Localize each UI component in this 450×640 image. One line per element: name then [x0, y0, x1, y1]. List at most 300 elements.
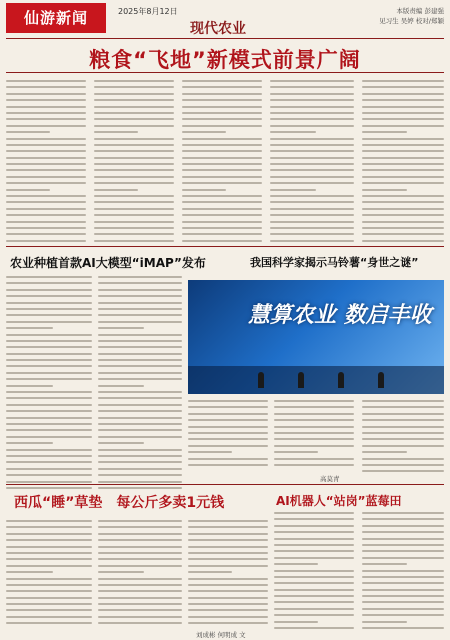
text-line	[6, 391, 92, 393]
text-line	[182, 157, 262, 159]
text-line	[362, 614, 444, 616]
news-photo	[188, 280, 444, 394]
text-line	[6, 227, 86, 229]
text-line	[274, 621, 318, 623]
text-line	[6, 118, 86, 120]
editor-credits	[379, 6, 444, 26]
text-line	[94, 86, 174, 88]
text-line	[188, 526, 268, 528]
text-line	[188, 464, 268, 466]
text-line	[94, 227, 174, 229]
text-line	[6, 603, 92, 605]
text-line	[6, 189, 50, 191]
text-line	[98, 346, 182, 348]
text-line	[270, 233, 354, 235]
text-line	[362, 214, 444, 216]
text-line	[98, 327, 144, 329]
text-line	[6, 346, 92, 348]
text-line	[270, 182, 354, 184]
text-line	[362, 189, 407, 191]
text-line	[98, 571, 144, 573]
text-line	[98, 468, 182, 470]
text-line	[94, 106, 174, 108]
text-line	[6, 397, 92, 399]
text-line	[98, 481, 182, 483]
text-line	[362, 80, 444, 82]
text-line	[362, 240, 444, 242]
text-line	[94, 189, 138, 191]
text-line	[274, 544, 354, 546]
text-line	[6, 240, 86, 242]
article-body-column	[362, 400, 444, 477]
text-line	[182, 112, 262, 114]
text-line	[6, 429, 92, 431]
text-line	[362, 413, 444, 415]
text-line	[182, 195, 262, 197]
text-line	[274, 608, 354, 610]
text-line	[94, 195, 174, 197]
text-line	[274, 595, 354, 597]
text-line	[182, 201, 262, 203]
text-line	[270, 227, 354, 229]
text-line	[98, 609, 182, 611]
text-line	[362, 627, 444, 629]
text-line	[98, 410, 182, 412]
text-line	[362, 432, 444, 434]
text-line	[182, 208, 262, 210]
text-line	[98, 461, 182, 463]
text-line	[94, 240, 174, 242]
text-line	[6, 353, 92, 355]
text-line	[270, 214, 354, 216]
article-title: 我国科学家揭示马铃薯“身世之谜”	[250, 256, 419, 269]
text-line	[6, 436, 92, 438]
article-body-column	[362, 512, 444, 633]
text-line	[188, 578, 268, 580]
text-line	[188, 565, 268, 567]
text-line	[6, 112, 86, 114]
text-line	[274, 582, 354, 584]
photo-person	[258, 372, 264, 388]
text-line	[270, 144, 354, 146]
text-line	[6, 378, 92, 380]
text-line	[94, 118, 174, 120]
text-line	[274, 445, 354, 447]
text-line	[362, 93, 444, 95]
text-line	[98, 372, 182, 374]
text-line	[274, 458, 354, 460]
text-line	[182, 189, 226, 191]
text-line	[6, 157, 86, 159]
text-line	[6, 474, 92, 476]
text-line	[188, 445, 268, 447]
text-line	[98, 302, 182, 304]
text-line	[362, 621, 407, 623]
text-line	[98, 590, 182, 592]
newspaper-masthead: 仙游新闻	[6, 3, 106, 33]
text-line	[98, 276, 182, 278]
article-body-column	[188, 400, 268, 470]
text-line	[98, 385, 144, 387]
text-line	[6, 314, 92, 316]
text-line	[98, 365, 182, 367]
text-line	[98, 487, 182, 489]
text-line	[362, 601, 444, 603]
text-line	[98, 289, 182, 291]
text-line	[274, 589, 354, 591]
text-line	[98, 308, 182, 310]
text-line	[6, 372, 92, 374]
text-line	[98, 334, 182, 336]
text-line	[6, 487, 92, 489]
text-line	[362, 426, 444, 428]
text-line	[6, 546, 92, 548]
text-line	[6, 214, 86, 216]
text-line	[274, 576, 354, 578]
text-line	[188, 539, 268, 541]
text-line	[94, 93, 174, 95]
article-body-column	[274, 400, 354, 470]
text-line	[188, 432, 268, 434]
text-line	[6, 622, 92, 624]
text-line	[6, 404, 92, 406]
text-line	[94, 208, 174, 210]
text-line	[6, 558, 92, 560]
text-line	[362, 406, 444, 408]
text-line	[188, 603, 268, 605]
text-line	[94, 99, 174, 101]
text-line	[362, 150, 444, 152]
text-line	[274, 426, 354, 428]
text-line	[98, 533, 182, 535]
text-line	[270, 195, 354, 197]
text-line	[188, 451, 232, 453]
text-line	[274, 550, 354, 552]
text-line	[182, 138, 262, 140]
text-line	[188, 552, 268, 554]
text-line	[98, 558, 182, 560]
text-line	[98, 442, 144, 444]
text-line	[362, 106, 444, 108]
text-line	[182, 93, 262, 95]
text-line	[270, 201, 354, 203]
text-line	[6, 565, 92, 567]
text-line	[6, 609, 92, 611]
text-line	[362, 576, 444, 578]
text-line	[270, 80, 354, 82]
text-line	[182, 118, 262, 120]
text-line	[182, 176, 262, 178]
text-line	[98, 520, 182, 522]
article-body-column	[6, 80, 86, 246]
text-line	[188, 622, 268, 624]
text-line	[6, 201, 86, 203]
text-line	[98, 616, 182, 618]
text-line	[270, 86, 354, 88]
text-line	[6, 106, 86, 108]
text-line	[362, 464, 444, 466]
header-rule	[6, 38, 444, 39]
text-line	[362, 118, 444, 120]
text-line	[6, 176, 86, 178]
article-byline: 高莫青	[320, 475, 340, 483]
text-line	[6, 125, 86, 127]
text-line	[188, 533, 268, 535]
text-line	[94, 131, 138, 133]
text-line	[94, 182, 174, 184]
text-line	[98, 603, 182, 605]
text-line	[6, 385, 53, 387]
text-line	[362, 582, 444, 584]
text-line	[188, 419, 268, 421]
issue-date: 2025年8月12日	[118, 7, 178, 16]
photo-stage	[188, 366, 444, 394]
text-line	[362, 538, 444, 540]
text-line	[98, 622, 182, 624]
text-line	[270, 157, 354, 159]
text-line	[98, 340, 182, 342]
text-line	[98, 455, 182, 457]
text-line	[94, 125, 174, 127]
text-line	[6, 417, 92, 419]
article-byline: 刘成彬 何明成 文	[196, 631, 246, 639]
text-line	[6, 539, 92, 541]
text-line	[6, 321, 92, 323]
text-line	[362, 144, 444, 146]
section-rule	[6, 484, 444, 485]
text-line	[188, 597, 268, 599]
text-line	[6, 289, 92, 291]
text-line	[6, 359, 92, 361]
article-body-column	[98, 520, 182, 629]
text-line	[362, 86, 444, 88]
text-line	[98, 397, 182, 399]
text-line	[362, 176, 444, 178]
text-line	[6, 221, 86, 223]
text-line	[6, 468, 92, 470]
text-line	[188, 413, 268, 415]
text-line	[274, 400, 354, 402]
text-line	[94, 157, 174, 159]
text-line	[98, 314, 182, 316]
text-line	[362, 125, 444, 127]
text-line	[270, 150, 354, 152]
text-line	[362, 201, 444, 203]
text-line	[362, 419, 444, 421]
text-line	[362, 525, 444, 527]
text-line	[362, 169, 444, 171]
text-line	[182, 125, 262, 127]
text-line	[362, 458, 444, 460]
text-line	[188, 406, 268, 408]
text-line	[274, 406, 354, 408]
text-line	[362, 112, 444, 114]
text-line	[6, 93, 86, 95]
text-line	[274, 525, 354, 527]
text-line	[6, 597, 92, 599]
text-line	[362, 589, 444, 591]
text-line	[182, 214, 262, 216]
article-body-column	[6, 276, 92, 493]
text-line	[270, 189, 316, 191]
text-line	[188, 558, 268, 560]
text-line	[188, 546, 268, 548]
text-line	[6, 616, 92, 618]
article-body-column	[6, 520, 92, 629]
text-line	[6, 533, 92, 535]
text-line	[94, 144, 174, 146]
text-line	[362, 557, 444, 559]
text-line	[188, 584, 268, 586]
text-line	[6, 455, 92, 457]
photo-slogan: 慧算农业 数启丰收	[248, 303, 432, 328]
text-line	[94, 176, 174, 178]
text-line	[188, 438, 268, 440]
text-line	[270, 208, 354, 210]
text-line	[6, 340, 92, 342]
text-line	[188, 590, 268, 592]
text-line	[362, 518, 444, 520]
text-line	[274, 419, 354, 421]
text-line	[270, 118, 354, 120]
text-line	[362, 208, 444, 210]
text-line	[94, 233, 174, 235]
text-line	[6, 584, 92, 586]
text-line	[182, 80, 262, 82]
text-line	[98, 417, 182, 419]
text-line	[98, 359, 182, 361]
text-line	[182, 240, 262, 242]
text-line	[362, 163, 444, 165]
article-body-column	[188, 520, 268, 629]
text-line	[98, 429, 182, 431]
text-line	[182, 233, 262, 235]
text-line	[6, 86, 86, 88]
text-line	[6, 449, 92, 451]
text-line	[6, 208, 86, 210]
text-line	[270, 112, 354, 114]
text-line	[362, 595, 444, 597]
text-line	[98, 546, 182, 548]
text-line	[270, 99, 354, 101]
text-line	[98, 578, 182, 580]
text-line	[6, 442, 53, 444]
text-line	[6, 365, 92, 367]
text-line	[274, 413, 354, 415]
text-line	[98, 282, 182, 284]
text-line	[188, 458, 268, 460]
text-line	[182, 182, 262, 184]
text-line	[362, 131, 407, 133]
text-line	[182, 144, 262, 146]
text-line	[188, 400, 268, 402]
text-line	[98, 526, 182, 528]
text-line	[274, 531, 354, 533]
text-line	[6, 233, 86, 235]
text-line	[98, 423, 182, 425]
text-line	[274, 627, 354, 629]
article-body-column	[94, 80, 174, 246]
text-line	[362, 445, 444, 447]
text-line	[6, 282, 92, 284]
text-line	[362, 157, 444, 159]
text-line	[274, 432, 354, 434]
text-line	[98, 552, 182, 554]
text-line	[270, 169, 354, 171]
text-line	[94, 163, 174, 165]
text-line	[362, 531, 444, 533]
text-line	[274, 464, 354, 466]
page-header	[0, 0, 450, 40]
text-line	[274, 614, 354, 616]
text-line	[362, 438, 444, 440]
text-line	[6, 99, 86, 101]
text-line	[6, 150, 86, 152]
text-line	[182, 106, 262, 108]
text-line	[182, 221, 262, 223]
text-line	[98, 584, 182, 586]
text-line	[182, 150, 262, 152]
text-line	[274, 451, 318, 453]
text-line	[274, 557, 354, 559]
text-line	[94, 201, 174, 203]
text-line	[274, 438, 354, 440]
text-line	[270, 163, 354, 165]
text-line	[6, 163, 86, 165]
text-line	[270, 93, 354, 95]
text-line	[362, 221, 444, 223]
text-line	[362, 563, 407, 565]
text-line	[182, 86, 262, 88]
text-line	[98, 565, 182, 567]
text-line	[362, 138, 444, 140]
text-line	[6, 526, 92, 528]
text-line	[98, 404, 182, 406]
article-body-column	[270, 80, 354, 246]
section-title: 现代农业	[190, 21, 246, 37]
article-title: AI机器人“站岗”蓝莓田	[276, 494, 402, 508]
text-line	[98, 474, 182, 476]
text-line	[6, 552, 92, 554]
text-line	[98, 391, 182, 393]
text-line	[270, 106, 354, 108]
text-line	[270, 131, 316, 133]
text-line	[362, 233, 444, 235]
text-line	[270, 240, 354, 242]
text-line	[94, 169, 174, 171]
article-body-column	[274, 512, 354, 633]
text-line	[6, 410, 92, 412]
text-line	[98, 449, 182, 451]
text-line	[98, 597, 182, 599]
text-line	[362, 99, 444, 101]
text-line	[6, 276, 92, 278]
text-line	[98, 436, 182, 438]
text-line	[188, 571, 232, 573]
text-line	[6, 481, 92, 483]
text-line	[362, 195, 444, 197]
text-line	[188, 616, 268, 618]
photo-person	[378, 372, 384, 388]
text-line	[94, 138, 174, 140]
article-body-column	[98, 276, 182, 493]
text-line	[362, 550, 444, 552]
text-line	[6, 461, 92, 463]
article-body-column	[182, 80, 262, 246]
text-line	[274, 563, 318, 565]
text-line	[182, 163, 262, 165]
text-line	[362, 470, 444, 472]
